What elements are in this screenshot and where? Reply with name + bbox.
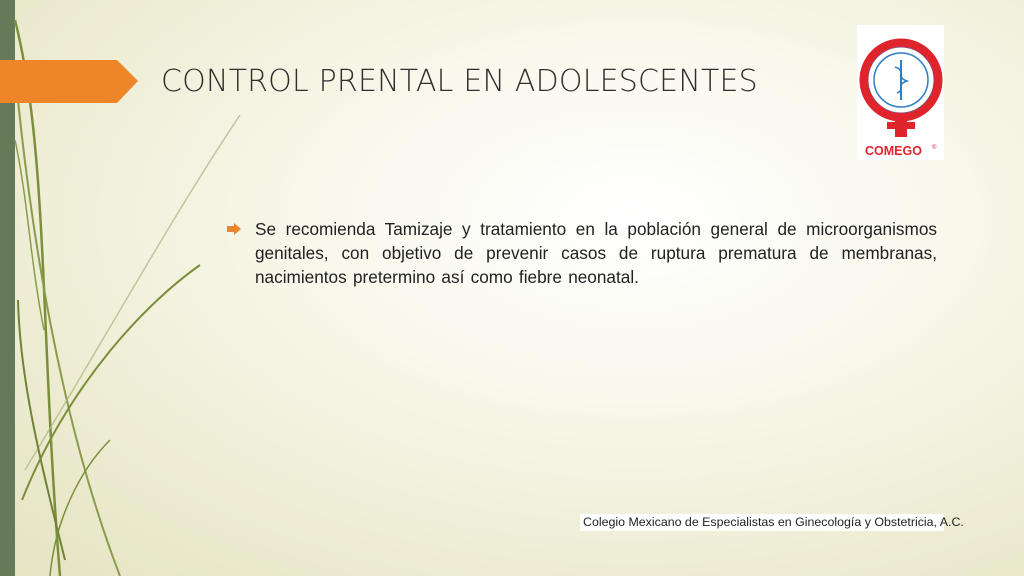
slide-title: CONTROL PRENTAL EN ADOLESCENTES	[161, 64, 758, 99]
title-accent-tab	[0, 60, 138, 103]
footer-caption: Colegio Mexicano de Especialistas en Ginecología y Obstetricia, A.C.	[580, 514, 944, 531]
bullet-text: Se recomienda Tamizaje y tratamiento en la población general de microorganismos genitales, con objetivo de prevenir casos de ruptura prematura de membranas, nacimientos pretermino así como fiebre neonatal.	[255, 219, 937, 287]
right-arrow-icon	[227, 223, 241, 235]
logo-wordmark: COMEGO	[865, 144, 922, 158]
logo-registered-mark: ®	[932, 145, 937, 151]
comego-logo	[857, 25, 944, 160]
